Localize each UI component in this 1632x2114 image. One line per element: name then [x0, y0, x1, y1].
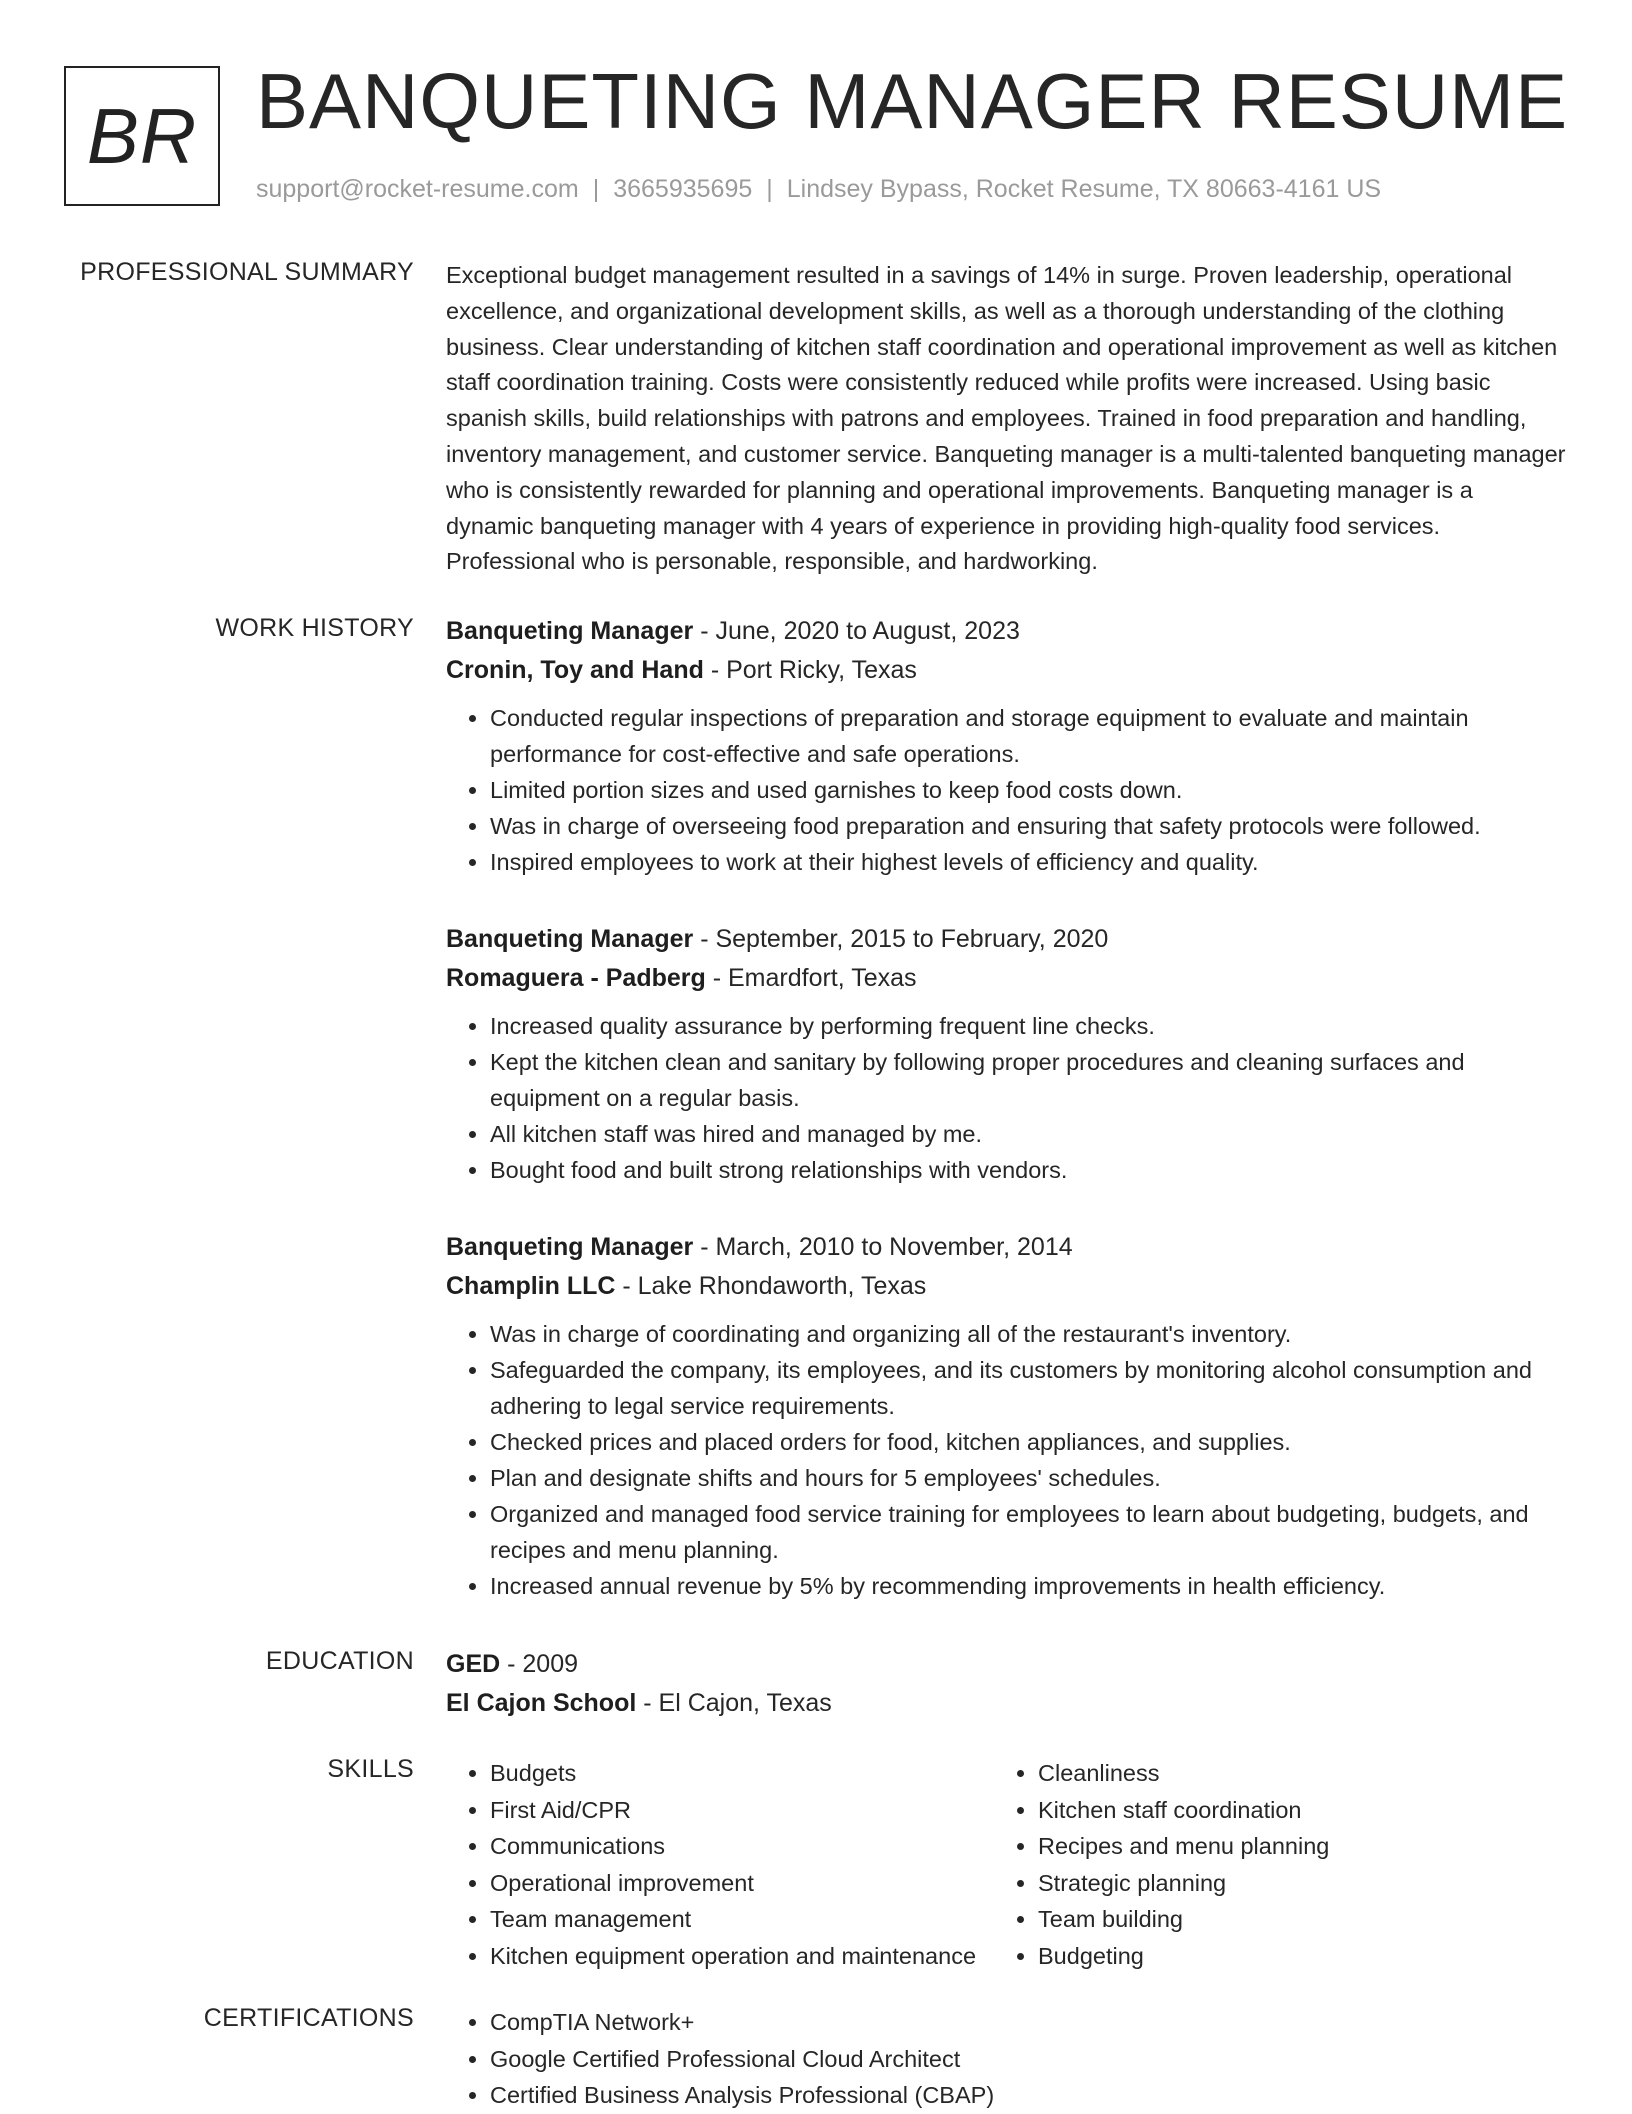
job-title: Banqueting Manager: [446, 617, 694, 645]
job-bullet: • Limited portion sizes and used garnishes to keep food costs down.: [490, 772, 1566, 808]
contact-phone[interactable]: 3665935695: [613, 175, 753, 203]
job-title-line: [446, 612, 1566, 651]
resume-title: BANQUETING MANAGER RESUME: [256, 57, 1569, 145]
job-dates: - June, 2020 to August, 2023: [693, 617, 1020, 645]
job-dates: - March, 2010 to November, 2014: [693, 1233, 1073, 1261]
education-degree: GED: [446, 1650, 501, 1678]
job-bullet: • Kept the kitchen clean and sanitary by following proper procedures and cleaning surfaces and equipment on a regular basis.: [490, 1044, 1566, 1116]
skill-item: • Cleanliness: [1038, 1755, 1542, 1792]
summary-text: Exceptional budget management resulted in a savings of 14% in surge. Proven leadership, operational excellence, and organizational development skills, as well as a thorough understanding of the clothing business. Clear understanding of kitchen staff coordination and operational improvement as well as kitchen staff coordination training. Costs were consistently reduced while profits were increased. Using basic spanish skills, build relationships with patrons and employees. Trained in food preparation and handling, inventory management, and customer service. Banqueting manager is a multi-talented banqueting manager who is consistently rewarded for planning and operational improvements. Banqueting manager is a dynamic banqueting manager with 4 years of experience in providing high-quality food services. Professional who is personable, responsible, and hardworking.: [446, 262, 1566, 575]
skill-item: • Communications: [490, 1828, 994, 1865]
job-bullet: • Safeguarded the company, its employees, and its customers by monitoring alcohol consumption and adhering to legal service requirements.: [490, 1352, 1566, 1424]
skills-column-left: [446, 1755, 994, 1974]
skills-column-right: [994, 1755, 1542, 1974]
section-label-education: EDUCATION: [265, 1647, 414, 1675]
job-bullets: [446, 1008, 1566, 1188]
job-location: - Emardfort, Texas: [705, 964, 917, 992]
certifications-list: [446, 2004, 1546, 2114]
job-bullet: • All kitchen staff was hired and managed by me.: [490, 1116, 1566, 1152]
job-company-line: [446, 959, 1566, 998]
section-label-summary: PROFESSIONAL SUMMARY: [80, 258, 414, 286]
job-bullet: • Plan and designate shifts and hours for 5 employees' schedules.: [490, 1460, 1566, 1496]
job-bullets: [446, 1316, 1566, 1604]
skill-item: • Strategic planning: [1038, 1865, 1542, 1902]
job-bullets: [446, 700, 1566, 880]
job-company: Romaguera - Padberg: [446, 964, 706, 992]
monogram-badge: BR: [64, 66, 220, 206]
education-location: - El Cajon, Texas: [636, 1689, 832, 1717]
skill-item: • Budgets: [490, 1755, 994, 1792]
job-title: Banqueting Manager: [446, 1233, 694, 1261]
job-bullet: • Inspired employees to work at their highest levels of efficiency and quality.: [490, 844, 1566, 880]
certification-item: • Google Certified Professional Cloud Architect: [490, 2041, 1546, 2078]
section-label-certifications: CERTIFICATIONS: [203, 2004, 414, 2032]
education-school-line: [446, 1684, 1566, 1723]
job-dates: - September, 2015 to February, 2020: [693, 925, 1109, 953]
contact-address: Lindsey Bypass, Rocket Resume, TX 80663-4161 US: [786, 175, 1382, 203]
job-bullet: • Checked prices and placed orders for food, kitchen appliances, and supplies.: [490, 1424, 1566, 1460]
job-location: - Port Ricky, Texas: [703, 656, 917, 684]
contact-line: [256, 175, 1381, 204]
skill-item: • Budgeting: [1038, 1938, 1542, 1975]
education-year: - 2009: [500, 1650, 579, 1678]
job-bullet: • Was in charge of overseeing food preparation and ensuring that safety protocols were followed.: [490, 808, 1566, 844]
job-bullet: • Organized and managed food service training for employees to learn about budgeting, budgets, and recipes and menu planning.: [490, 1496, 1566, 1568]
job-bullet: • Conducted regular inspections of preparation and storage equipment to evaluate and maintain performance for cost-effective and safe operations.: [490, 700, 1566, 772]
job-bullet: • Increased quality assurance by performing frequent line checks.: [490, 1008, 1566, 1044]
certification-item: • CompTIA Network+: [490, 2004, 1546, 2041]
skill-item: • Kitchen staff coordination: [1038, 1792, 1542, 1829]
job-bullet: • Increased annual revenue by 5% by recommending improvements in health efficiency.: [490, 1568, 1566, 1604]
job-company-line: [446, 1267, 1566, 1306]
job-title-line: [446, 920, 1566, 959]
certification-item: • Certified Business Analysis Professional (CBAP): [490, 2077, 1546, 2114]
job-title: Banqueting Manager: [446, 925, 694, 953]
job-company-line: [446, 651, 1566, 690]
skill-item: • First Aid/CPR: [490, 1792, 994, 1829]
education-school: El Cajon School: [446, 1689, 637, 1717]
education-degree-line: [446, 1645, 1566, 1684]
job-bullet: • Was in charge of coordinating and organizing all of the restaurant's inventory.: [490, 1316, 1566, 1352]
job-location: - Lake Rhondaworth, Texas: [615, 1272, 927, 1300]
contact-separator: |: [766, 175, 773, 203]
job-company: Cronin, Toy and Hand: [446, 656, 704, 684]
skill-item: • Team management: [490, 1901, 994, 1938]
section-label-work-history: WORK HISTORY: [215, 614, 414, 642]
skill-item: • Kitchen equipment operation and maintenance: [490, 1938, 994, 1975]
skill-item: • Recipes and menu planning: [1038, 1828, 1542, 1865]
skills-grid: [446, 1755, 1566, 1974]
contact-separator: |: [592, 175, 600, 203]
contact-email[interactable]: support@rocket-resume.com: [256, 175, 579, 203]
skill-item: • Operational improvement: [490, 1865, 994, 1902]
job-title-line: [446, 1228, 1566, 1267]
job-company: Champlin LLC: [446, 1272, 616, 1300]
job-entry: [446, 612, 1566, 880]
job-bullet: • Bought food and built strong relationships with vendors.: [490, 1152, 1566, 1188]
skill-item: • Team building: [1038, 1901, 1542, 1938]
section-label-skills: SKILLS: [327, 1755, 414, 1783]
